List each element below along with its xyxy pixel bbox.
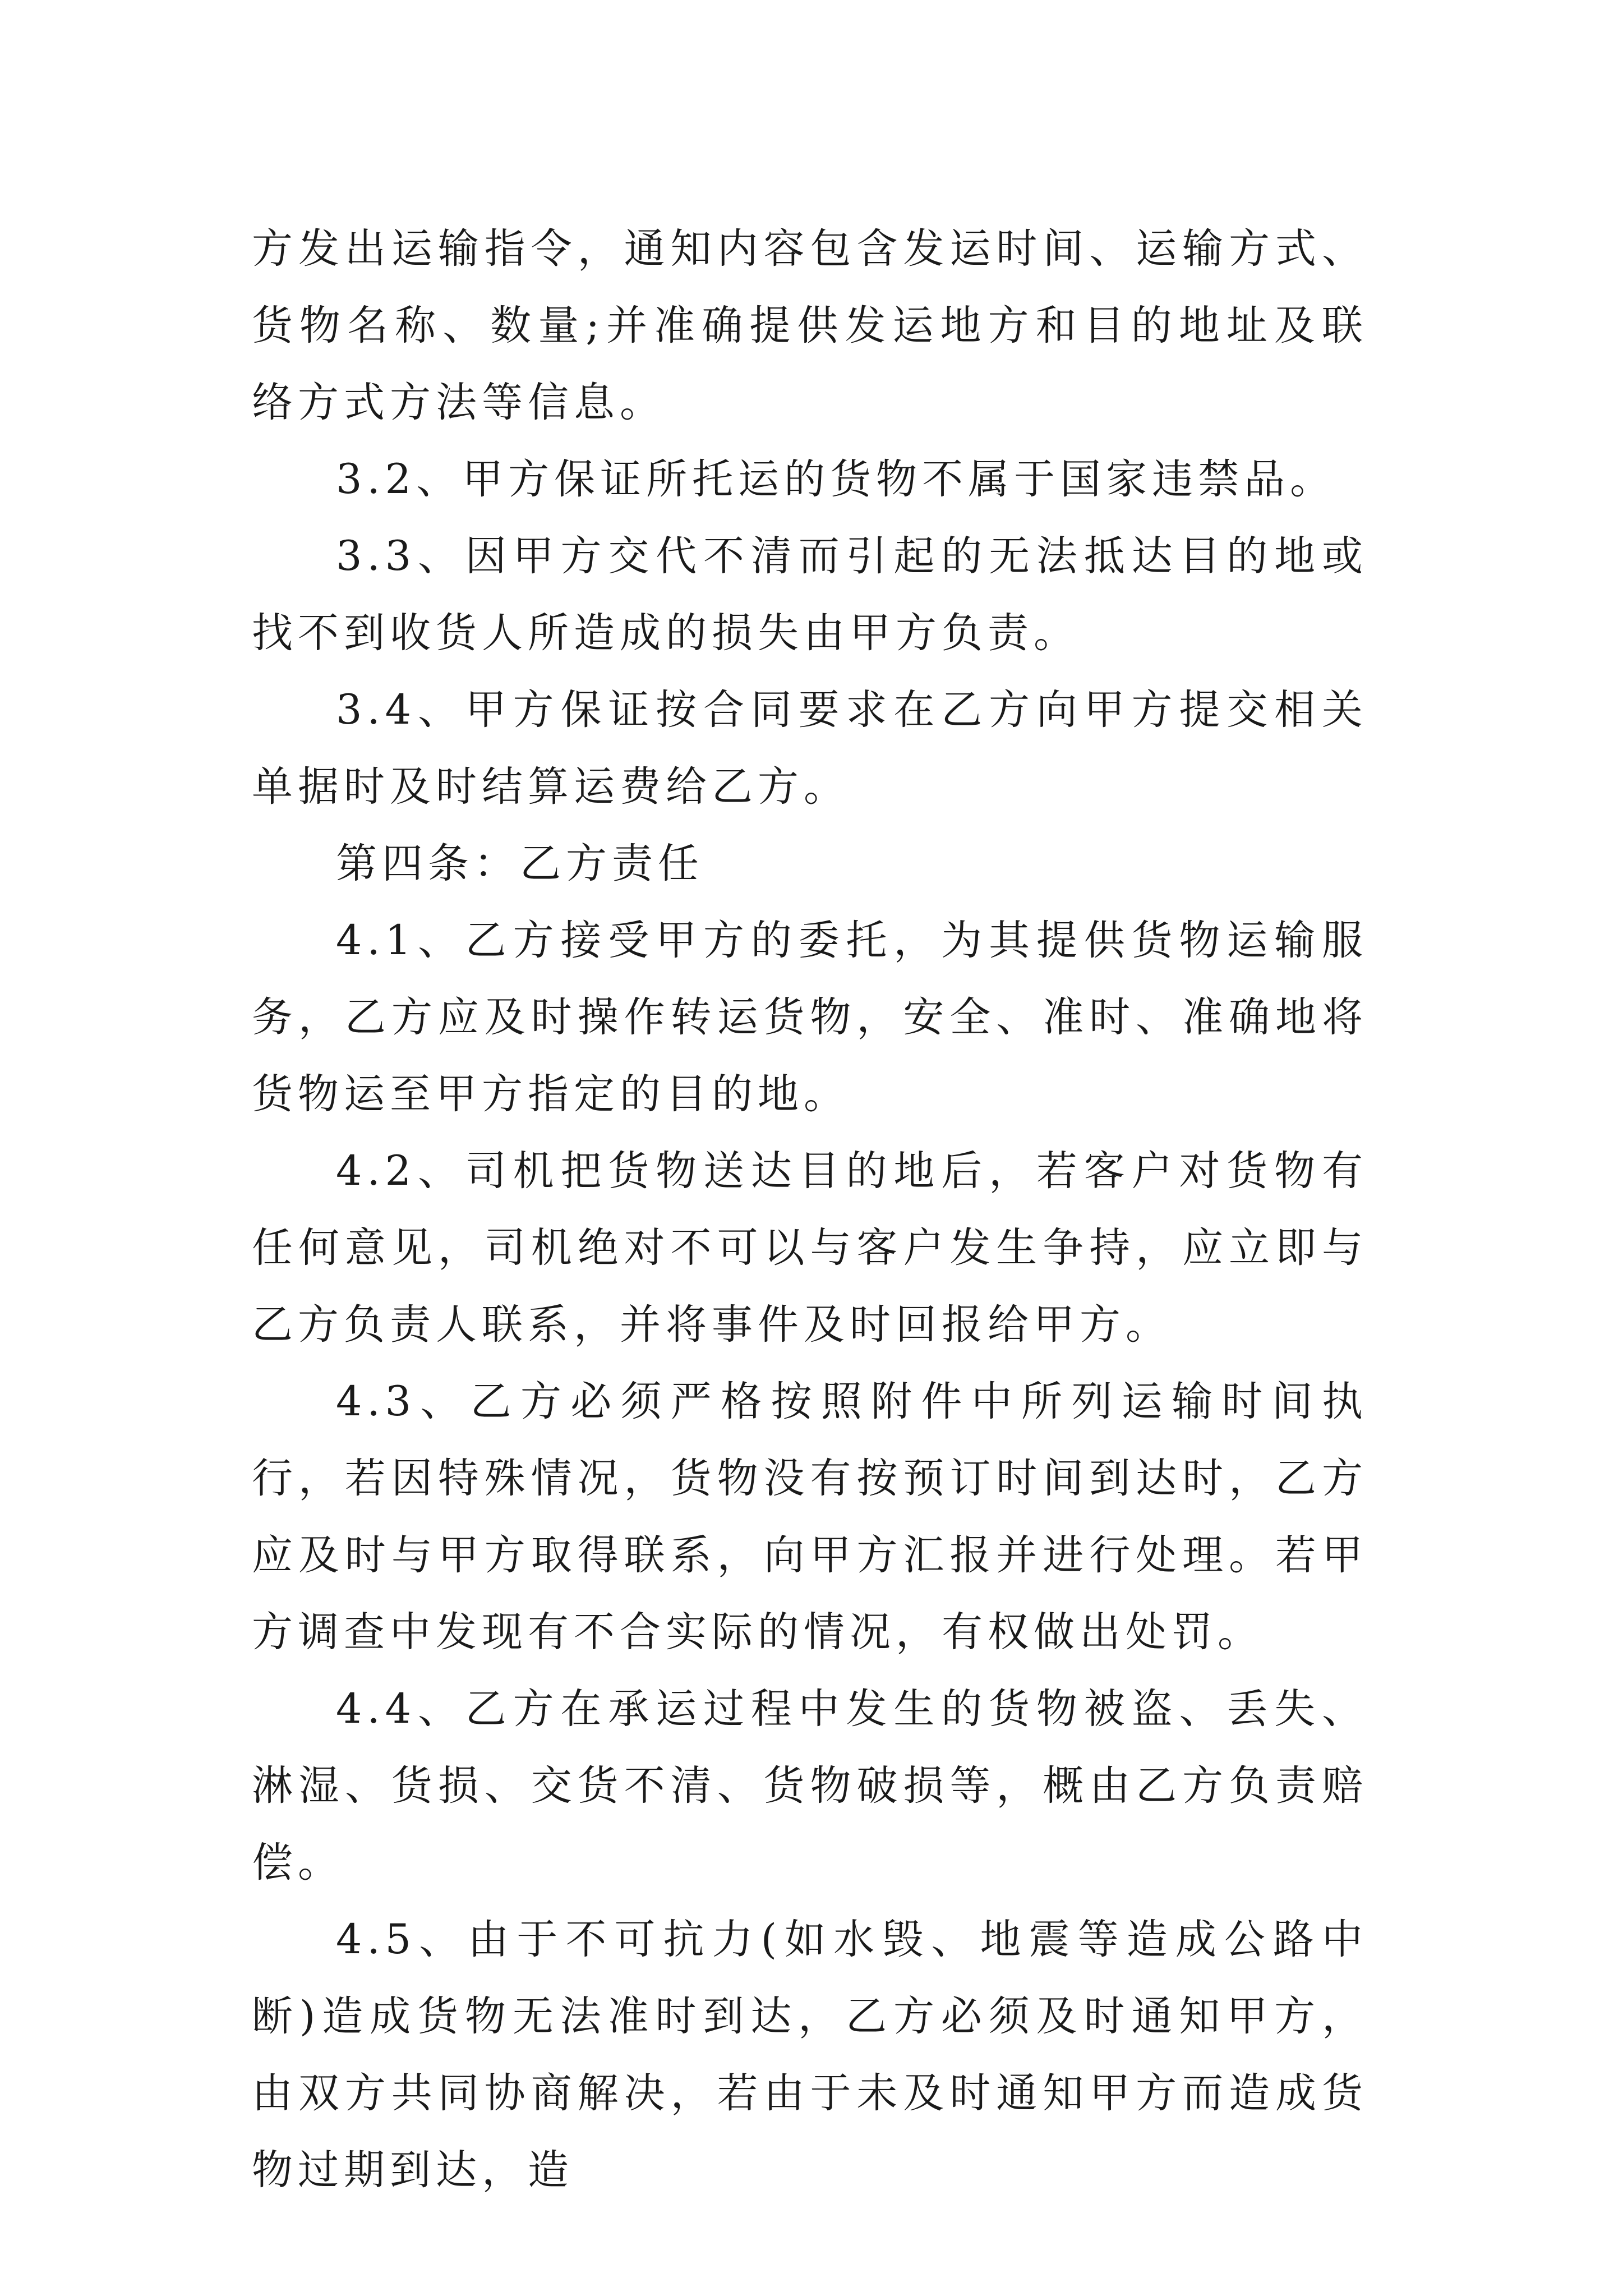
paragraph-4-2: 4.2、司机把货物送达目的地后，若客户对货物有任何意见，司机绝对不可以与客户发生争持，应立即与乙方负责人联系，并将事件及时回报给甲方。 <box>252 1147 1368 1349</box>
paragraph-4-4: 4.4、乙方在承运过程中发生的货物被盗、丢失、淋湿、货损、交货不清、货物破损等，概由乙方负责赔偿。 <box>252 1685 1368 1887</box>
paragraph-4-5: 4.5、由于不可抗力(如水毁、地震等造成公路中断)造成货物无法准时到达，乙方必须及时通知甲方，由双方共同协商解决，若由于未及时通知甲方而造成货物过期到达，造 <box>252 1916 1368 2194</box>
document-body <box>252 210 1368 2208</box>
paragraph-4-3: 4.3、乙方必须严格按照附件中所列运输时间执行，若因特殊情况，货物没有按预订时间到达时，乙方应及时与甲方取得联系，向甲方汇报并进行处理。若甲方调查中发现有不合实际的情况，有权做出处罚。 <box>252 1378 1368 1656</box>
section-heading-article-4: 第四条：乙方责任 <box>336 840 704 887</box>
paragraph-3-4: 3.4、甲方保证按合同要求在乙方向甲方提交相关单据时及时结算运费给乙方。 <box>252 686 1368 811</box>
paragraph-continuation: 方发出运输指令，通知内容包含发运时间、运输方式、货物名称、数量;并准确提供发运地方和目的地址及联络方式方法等信息。 <box>252 225 1368 426</box>
paragraph-3-2: 3.2、甲方保证所托运的货物不属于国家违禁品。 <box>336 455 1336 503</box>
paragraph-4-1: 4.1、乙方接受甲方的委托，为其提供货物运输服务，乙方应及时操作转运货物，安全、准时、准确地将货物运至甲方指定的目的地。 <box>252 917 1368 1118</box>
paragraph-3-3: 3.3、因甲方交代不清而引起的无法抵达目的地或找不到收货人所造成的损失由甲方负责。 <box>252 532 1368 657</box>
